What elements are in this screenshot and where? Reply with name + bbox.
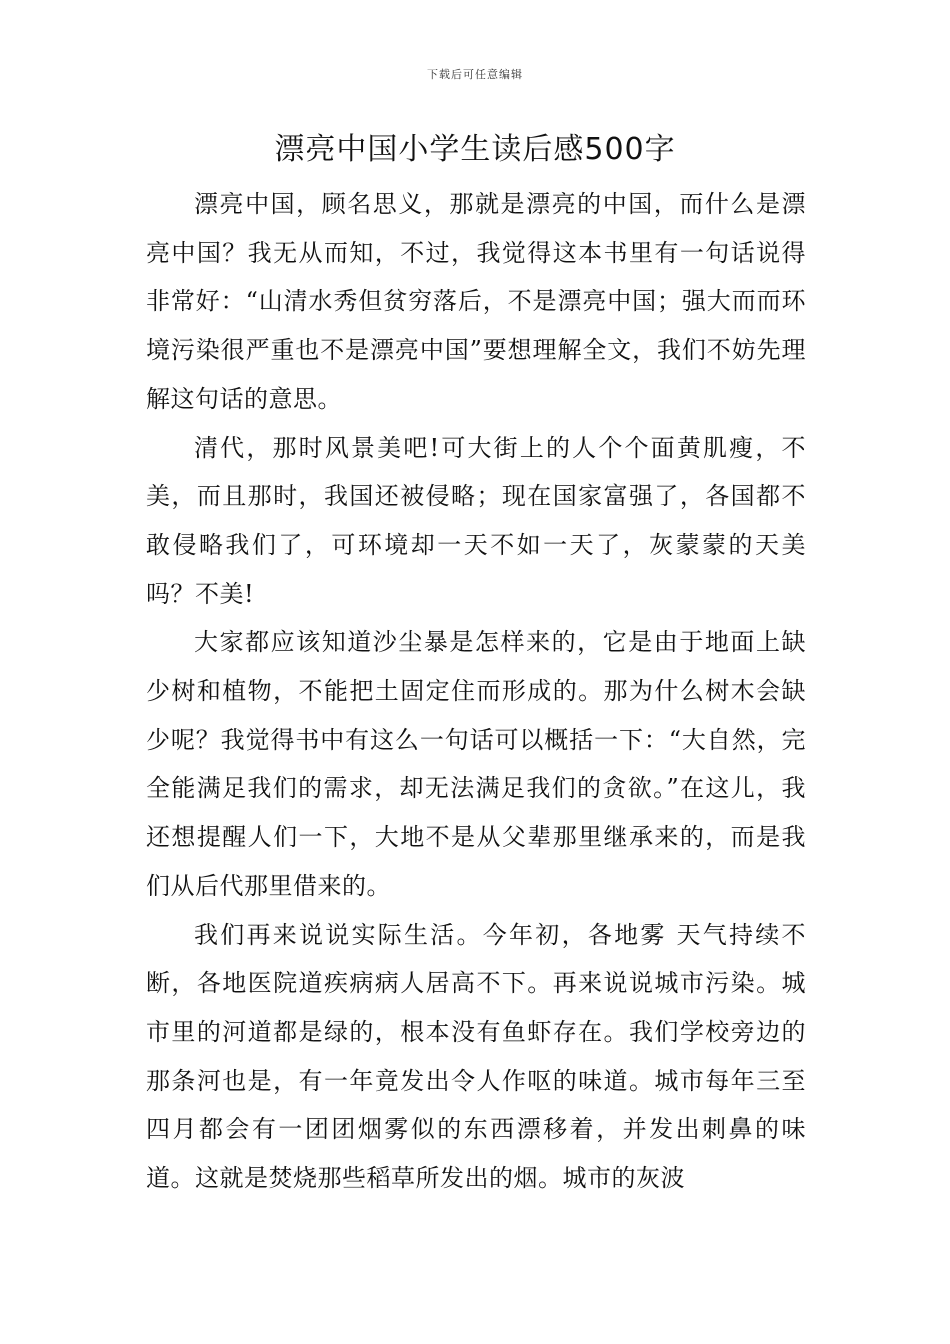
document-body [146, 180, 806, 1203]
paragraph-3: 大家都应该知道沙尘暴是怎样来的，它是由于地面上缺少树和植物，不能把土固定住而形成的。那为什么树木会缺少呢？我觉得书中有这么一句话可以概括一下：“大自然，完全能满足我们的需求，却无法满足我们的贪欲。”在这儿，我还想提醒人们一下，大地不是从父辈那里继承来的，而是我们从后代那里借来的。 [146, 628, 806, 900]
paragraph-1: 漂亮中国，顾名思义，那就是漂亮的中国，而什么是漂亮中国？我无从而知，不过，我觉得这本书里有一句话说得非常好：“山清水秀但贫穷落后，不是漂亮中国；强大而而环境污染很严重也不是漂亮中国”要想理解全文，我们不妨先理解这句话的意思。 [146, 190, 806, 413]
document-title: 漂亮中国小学生读后感500字 [274, 132, 676, 167]
paragraph-4: 我们再来说说实际生活。今年初，各地雾 天气持续不断，各地医院道疾病病人居高不下。再来说说城市污染。城市里的河道都是绿的，根本没有鱼虾存在。我们学校旁边的那条河也是，有一年竟发出令人作呕的味道。城市每年三至四月都会有一团团烟雾似的东西漂移着，并发出刺鼻的味道。这就是焚烧那些稻草所发出的烟。城市的灰波 [146, 920, 806, 1193]
paragraph-2: 清代，那时风景美吧!可大街上的人个个面黄肌瘦，不美，而且那时，我国还被侵略；现在国家富强了，各国都不敢侵略我们了，可环境却一天不如一天了，灰蒙蒙的天美吗？不美! [146, 433, 806, 608]
header-note: 下载后可任意编辑 [427, 68, 523, 81]
